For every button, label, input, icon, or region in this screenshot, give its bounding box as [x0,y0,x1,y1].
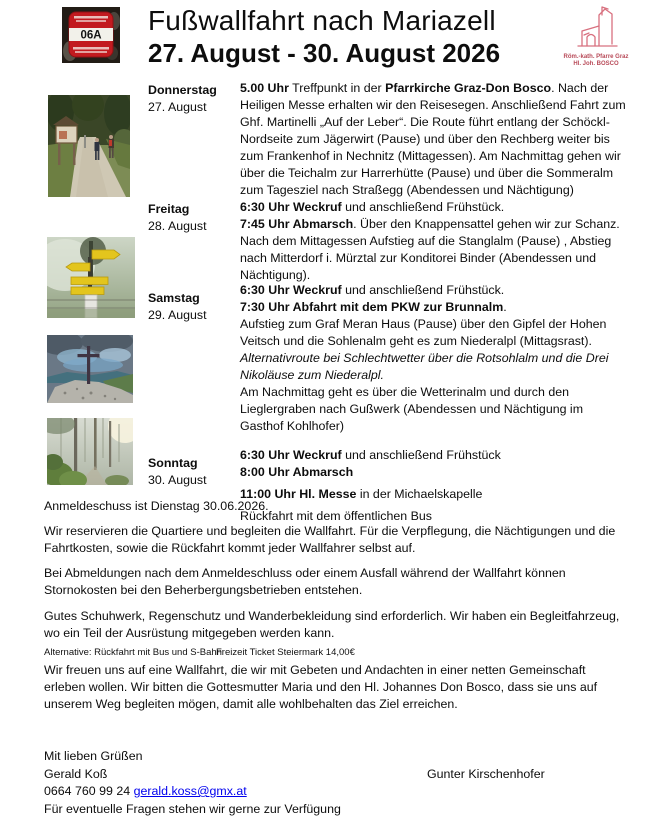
samstag-aufstieg: Aufstieg zum Graf Meran Haus (Pause) über den Gipfel der Hohen Veitsch und die Sohlenalm geht es zum Niederalpl (Mittagsrast). [240,317,607,348]
time-6-30: 6:30 Uhr Weckruf [240,200,342,214]
parish-name-line2: Hl. Joh. BOSCO [573,61,619,67]
photo-signposts-fog [47,237,135,318]
day-column-samstag [148,282,240,324]
parish-name-line1: Röm.-kath. Pfarre Graz [563,54,629,60]
day-date: 27. August [148,100,207,114]
itinerary-schedule [148,80,628,525]
text-segment: und anschließend Frühstück. [341,283,505,297]
text-segment: in der Michaelskapelle [356,487,483,501]
contact-row [44,783,622,801]
signposts-fog-image [47,237,135,318]
questions-note: Für eventuelle Fragen stehen wir gerne zur Verfügung [44,801,341,816]
church-logo-icon [551,5,641,49]
day-name: Samstag [148,291,200,305]
info-paragraphs [44,498,622,713]
time-6-30: 6:30 Uhr Weckruf [240,283,342,297]
header-title-block [148,4,500,69]
equipment-info: Gutes Schuhwerk, Regenschutz und Wanderbekleidung sind erforderlich. Wir haben ein Begleitfahrzeug, wo ein Teil der Ausrüstung mitgegeben werden kann. [44,609,620,640]
day-name: Sonntag [148,456,198,470]
description-freitag [240,199,628,284]
day-date: 30. August [148,473,207,487]
time-7-45: 7:45 Uhr Abmarsch [240,217,354,231]
church-name: Pfarrkirche Graz-Don Bosco [385,81,552,95]
text-segment: . [503,300,507,314]
samstag-alternativroute: Alternativroute bei Schlechtwetter über die Rotsohlalm und die Drei Nikoläuse zum Niederalpl. [240,351,609,382]
signature-block [44,748,622,818]
text-segment: und anschließend Frühstück. [341,200,505,214]
day-column-freitag [148,199,240,235]
freizeit-ticket-price: Freizeit Ticket Steiermark 14,00€ [216,647,355,658]
samstag-weckruf [240,282,628,299]
email-link[interactable]: gerald.koss@gmx.at [133,784,247,798]
description-samstag [240,282,628,435]
sonntag-abmarsch [240,464,628,481]
photo-forest-light [47,418,133,485]
text-segment: und anschließend Frühstück [341,448,501,462]
trail-marker-photo [62,7,120,63]
time-11-00: 11:00 Uhr Hl. Messe [240,487,357,501]
donnerstag-program [240,80,628,199]
page-subtitle: 27. August - 30. August 2026 [148,38,501,68]
summit-cross-image [47,335,133,403]
day-date: 28. August [148,219,207,233]
trail-marker-label: 06A [80,29,102,42]
parish-logo-block [548,5,644,68]
text-segment: . Nach der Heiligen Messe erhalten wir den Reisesegen. Anschließend Fahrt zum Ghf. Martinelli „Auf der Leber“. Die Route führt entlang der Schöckl-Nordseite zum Jägerwirt (Pause) und über den Rechberg weiter bis zum Frankenhof in Nechnitz (Mittagessen). Am Nachmittag gehen wir über die Teichalm zur Harrerhütte (Pause) und über die Sommeralm zum Tagesziel nach Straßegg (Abendessen und Nächtigung) [240,81,626,197]
hikers-path-image [48,95,130,197]
phone-number: 0664 760 99 24 [44,784,134,798]
photo-hikers-path [48,95,130,197]
day-column-sonntag [148,447,240,489]
freitag-abmarsch [240,216,628,284]
sonntag-rueckfahrt: Rückfahrt mit dem öffentlichen Bus [240,509,432,523]
text-segment: . Über den Knappensattel gehen wir zur Schanz. Nach dem Mittagessen Aufstieg auf die Stanglalm (Pause) , Abstieg nach Mitterdorf i. Mürztal zur Konditorei Binder (Abendessen und Nächtigung). [240,217,620,282]
time-8-00: 8:00 Uhr Abmarsch [240,465,354,479]
schedule-row-freitag [148,199,628,284]
registration-deadline: Anmeldeschuss ist Dienstag 30.06.2026. [44,499,269,513]
alternative-return-note [44,646,622,659]
closing-paragraph: Wir freuen uns auf eine Wallfahrt, die wir mit Gebeten und Andachten in einer netten Gemeinschaft erleben wollen. Wir bitten die Gottesmutter Maria und den Hl. Johannes Don Bosco, dass sie uns auf unserem Weg begleiten mögen, damit alle wohlbehalten das Ziel erreichen. [44,663,598,711]
trail-marker-06a-image [62,7,120,63]
day-name: Freitag [148,202,190,216]
sonntag-weckruf [240,447,628,464]
names-row [44,766,622,784]
day-date: 29. August [148,308,207,322]
quartiere-info: Wir reservieren die Quartiere und begleiten die Wallfahrt. Für die Verpflegung, die Nächtigungen und die Fahrtkosten, sowie die Rückfahrt kommt jeder Wallfahrer selbst auf. [44,524,616,555]
page-title: Fußwallfahrt nach Mariazell [148,5,496,36]
samstag-nachmittag: Am Nachmittag geht es über die Wetterinalm und durch den Lieglergraben nach Gußwerk (Abendessen und Nächtigung im Gasthof Kohlhofer) [240,385,584,433]
text-segment: Treffpunkt in der [288,81,386,95]
schedule-row-samstag [148,282,628,435]
alternative-return-text: Alternative: Rückfahrt mit Bus und S-Bahn [44,647,222,658]
storno-info: Bei Abmeldungen nach dem Anmeldeschluss oder einem Ausfall während der Wallfahrt können Stornokosten bei den Beherbergungsbetrieben entstehen. [44,566,566,597]
day-column-donnerstag [148,80,240,116]
forest-light-image [47,418,133,485]
photo-summit-cross [47,335,133,403]
samstag-abfahrt [240,299,628,316]
organizer-name-left: Gerald Koß [44,766,108,781]
organizer-name-right: Gunter Kirschenhofer [427,766,545,781]
description-donnerstag [240,80,628,199]
time-6-30: 6:30 Uhr Weckruf [240,448,342,462]
schedule-row-donnerstag [148,80,628,199]
time-7-30: 7:30 Uhr Abfahrt mit dem PKW zur Brunnalm [240,300,504,314]
freitag-weckruf [240,199,628,216]
greeting: Mit lieben Grüßen [44,749,143,763]
time-5-00: 5.00 Uhr [240,81,289,95]
day-name: Donnerstag [148,83,217,97]
